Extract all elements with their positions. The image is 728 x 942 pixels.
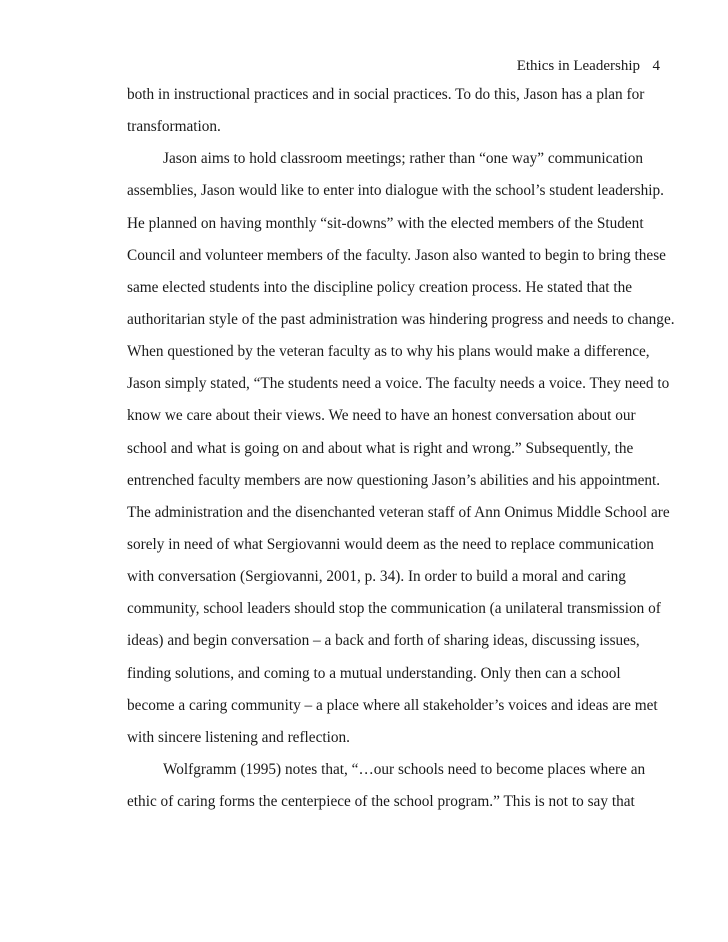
text-line: become a caring community – a place where all stakeholder’s voices and ideas are met (127, 696, 658, 714)
body-text (127, 83, 675, 822)
text-line: Council and volunteer members of the faculty. Jason also wanted to begin to bring these (127, 246, 666, 264)
text-line: school and what is going on and about what is right and wrong.” Subsequently, the (127, 439, 634, 457)
text-line: entrenched faculty members are now questioning Jason’s abilities and his appointment. (127, 471, 661, 489)
text-line: ideas) and begin conversation – a back and forth of sharing ideas, discussing issues, (127, 632, 640, 650)
text-line: He planned on having monthly “sit-downs” with the elected members of the Student (127, 214, 644, 232)
text-line: Jason simply stated, “The students need a voice. The faculty needs a voice. They need to (127, 375, 670, 393)
text-line: When questioned by the veteran faculty as to why his plans would make a difference, (127, 343, 650, 361)
text-line: with sincere listening and reflection. (127, 728, 351, 746)
text-line: assemblies, Jason would like to enter into dialogue with the school’s student leadership. (127, 182, 664, 200)
text-line: ethic of caring forms the centerpiece of the school program.” This is not to say that (127, 793, 635, 811)
text-line: community, school leaders should stop the communication (a unilateral transmission of (127, 600, 661, 618)
text-line: authoritarian style of the past administration was hindering progress and needs to change. (127, 310, 675, 328)
text-line: same elected students into the discipline policy creation process. He stated that the (127, 278, 633, 296)
text-line: sorely in need of what Sergiovanni would deem as the need to replace communication (127, 535, 654, 553)
text-line: know we care about their views. We need to have an honest conversation about our (127, 407, 636, 425)
text-line: both in instructional practices and in social practices. To do this, Jason has a plan for (127, 86, 645, 103)
running-head: Ethics in Leadership (516, 58, 640, 74)
text-line: transformation. (127, 118, 221, 136)
text-line: with conversation (Sergiovanni, 2001, p. 34). In order to build a moral and caring (127, 568, 626, 586)
text-line: finding solutions, and coming to a mutual understanding. Only then can a school (127, 664, 621, 682)
paragraph-first-line: Jason aims to hold classroom meetings; rather than “one way” communication (163, 150, 644, 168)
paragraph-first-line: Wolfgramm (1995) notes that, “…our schools need to become places where an (163, 760, 646, 778)
text-line: The administration and the disenchanted veteran staff of Ann Onimus Middle School are (127, 503, 670, 521)
page-number: 4 (652, 58, 660, 74)
